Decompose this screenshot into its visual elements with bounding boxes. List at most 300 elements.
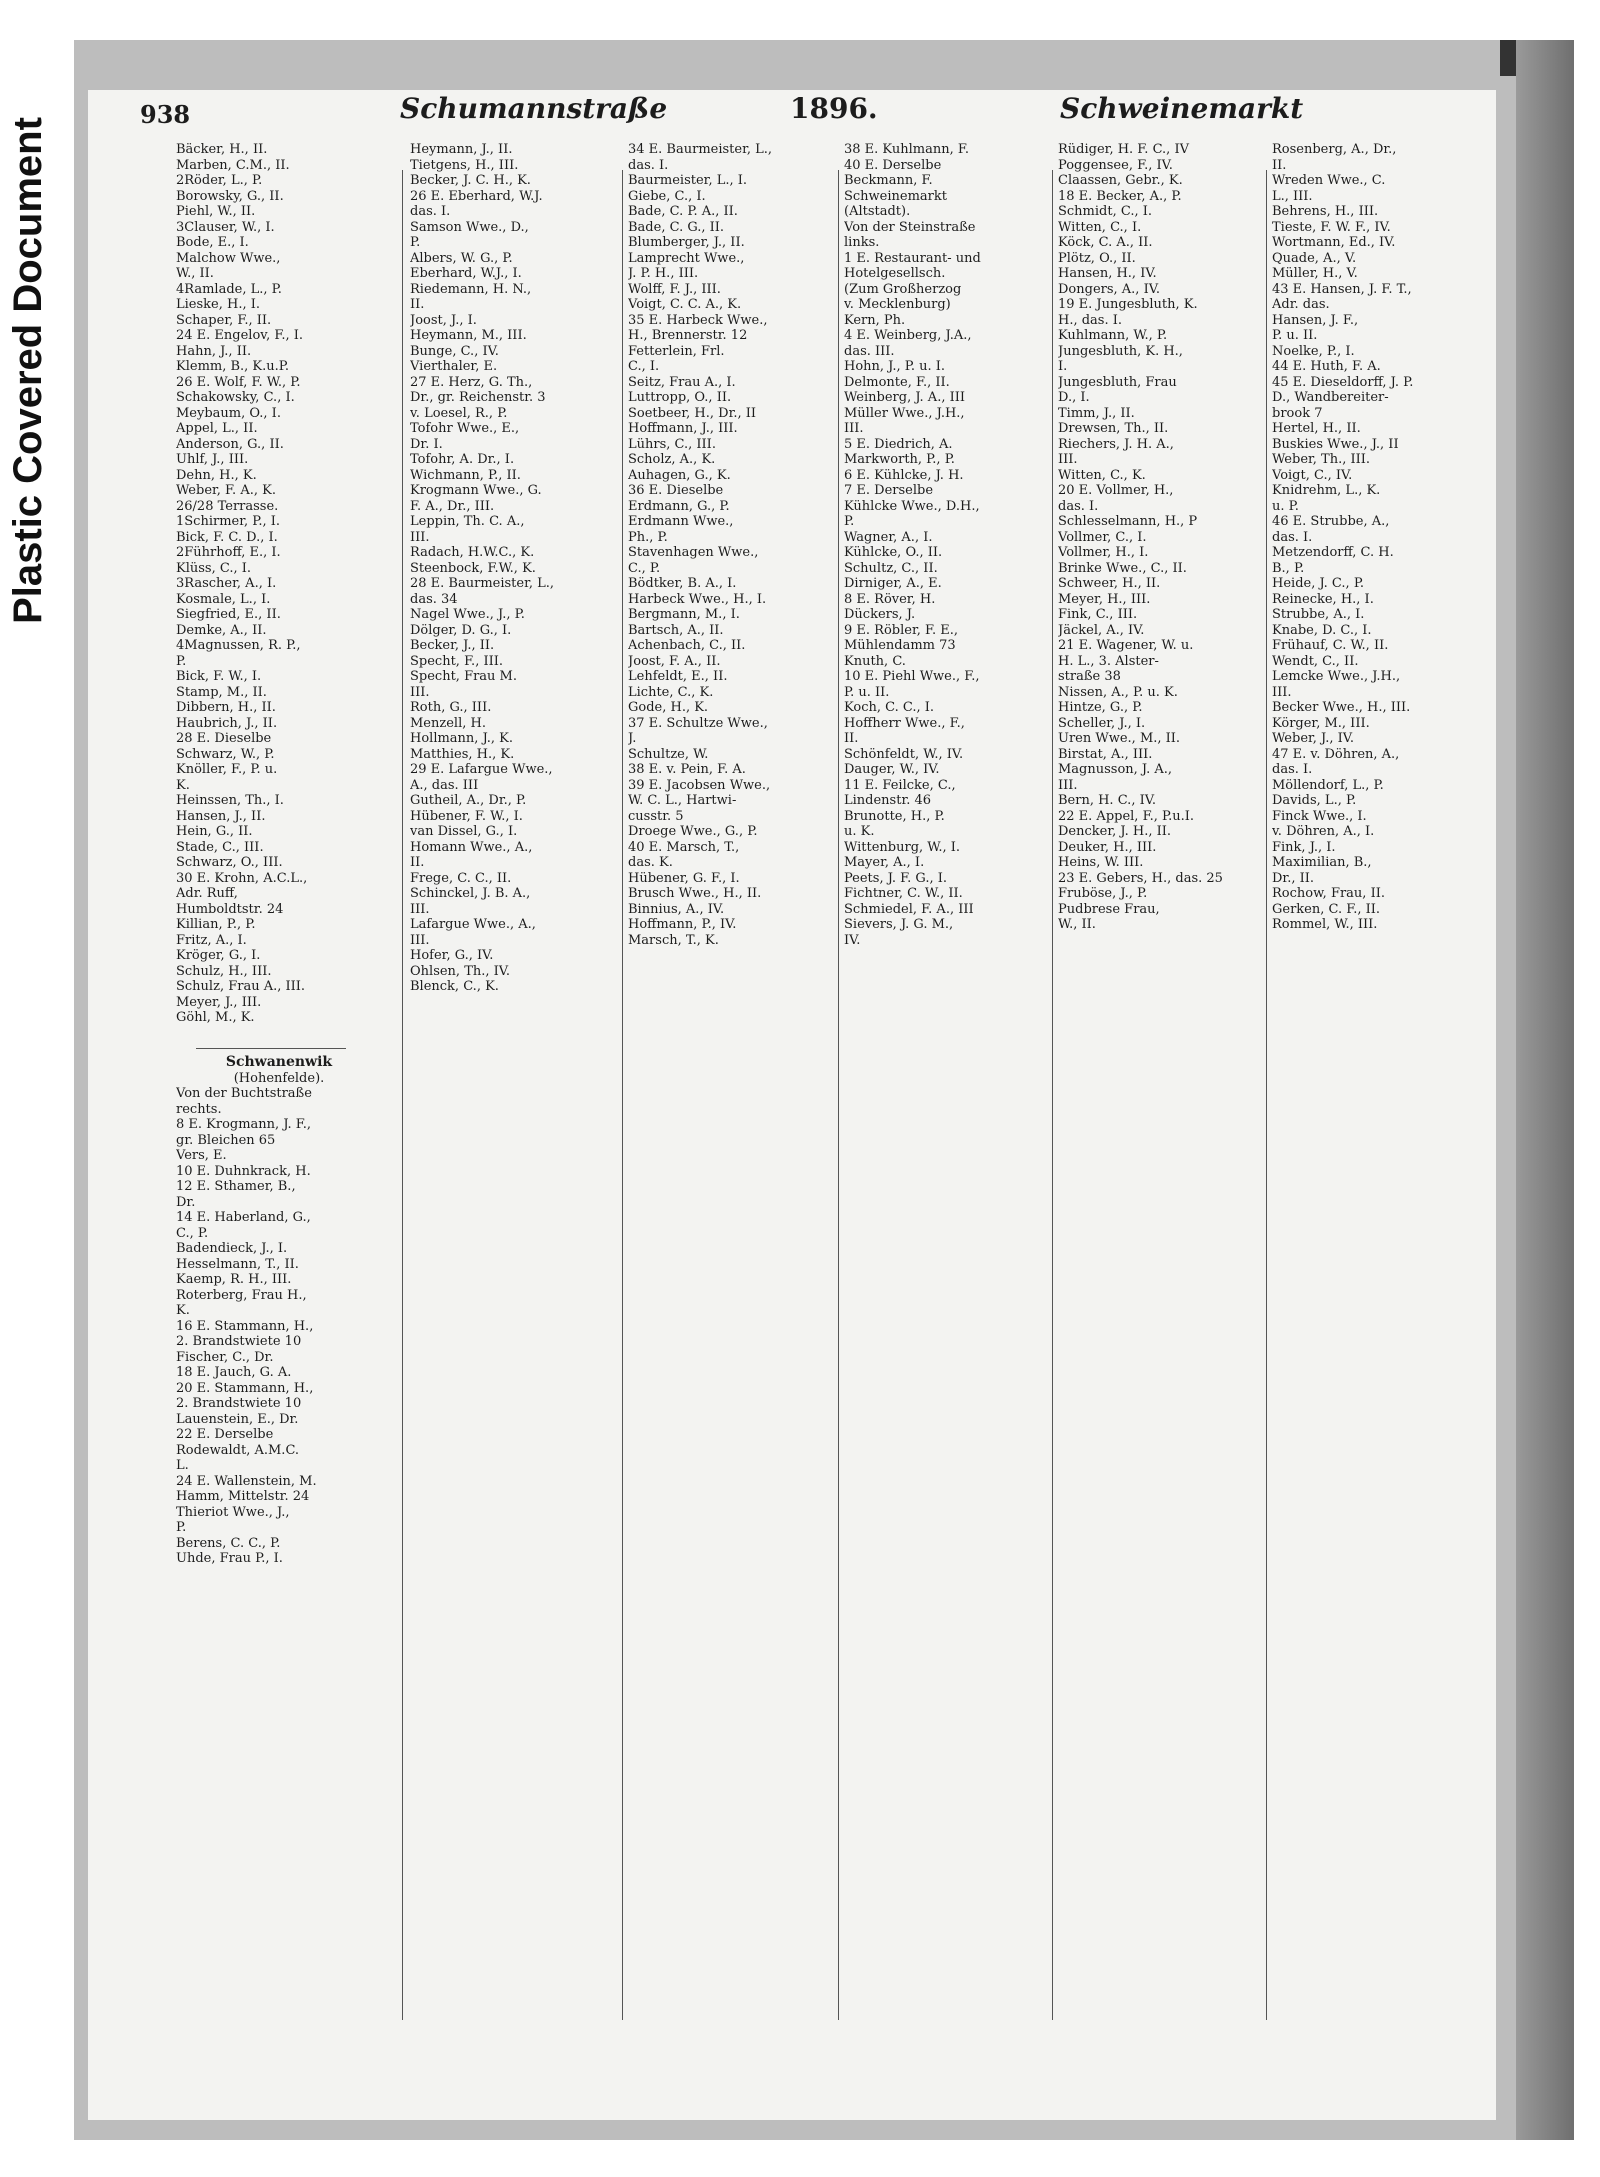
entry-line: 8 E. Röver, H. — [844, 591, 936, 607]
entry-line: Binnius, A., IV. — [628, 901, 725, 917]
entry-line: Menzell, H. — [410, 715, 486, 731]
entry-line: Adr. das. — [1272, 297, 1330, 312]
entry-line: Dr., II. — [1272, 870, 1315, 886]
entry-line: Brunotte, H., P. — [844, 808, 945, 824]
entry-line: Dibbern, H., II. — [176, 700, 276, 715]
entry-line: 30 E. Krohn, A.C.L., — [176, 870, 308, 886]
entry-line: Meybaum, O., I. — [176, 405, 281, 421]
entry-line: Hoffmann, J., III. — [628, 421, 738, 436]
entry-line: Hansen, J., II. — [176, 808, 266, 824]
entry-line: Lemcke Wwe., J.H., — [1272, 669, 1401, 684]
entry-line: Lindenstr. 46 — [844, 793, 932, 808]
entry-line: III. — [1058, 452, 1078, 467]
entry-line: Kaemp, R. H., III. — [176, 1272, 292, 1287]
entry-line: 28 E. Dieselbe — [176, 731, 272, 746]
entry-line: Voigt, C., IV. — [1272, 467, 1353, 483]
entry-line: Dehn, H., K. — [176, 467, 257, 483]
entry-line: Piehl, W., II. — [176, 204, 256, 219]
entry-line: Kuhlmann, W., P. — [1058, 328, 1168, 343]
entry-line: Schakowsky, C., I. — [176, 390, 295, 405]
column-6 — [1272, 142, 1478, 933]
entry-line: Adr. Ruff, — [176, 886, 238, 901]
entry-line: das. K. — [628, 855, 673, 870]
column-1-lower — [176, 1040, 382, 2040]
entry-line: Hotelgesellsch. — [844, 266, 946, 281]
entry-line: 20 E. Vollmer, H., — [1058, 483, 1174, 498]
entry-line: Wolff, F. J., III. — [628, 281, 721, 297]
entry-line: Radach, H.W.C., K. — [410, 545, 535, 560]
entry-line: Hertel, H., II. — [1272, 421, 1361, 436]
entry-line: u. P. — [1272, 498, 1299, 514]
column-5 — [1058, 142, 1264, 933]
section-subheading: (Hohenfelde). — [233, 1070, 325, 1086]
entry-line: II. — [844, 731, 859, 746]
entry-line: H. L., 3. Alster- — [1058, 653, 1159, 669]
entry-line: Tieste, F. W. F., IV. — [1272, 219, 1391, 235]
column-rule — [1266, 170, 1267, 2020]
entry-line: B., P. — [1272, 560, 1305, 576]
entry-line: Knuth, C. — [844, 653, 906, 669]
entry-line: das. I. — [1272, 529, 1313, 545]
entry-line: III. — [1058, 777, 1078, 793]
entry-line: Noelke, P., I. — [1272, 343, 1355, 359]
entry-line: Kühlcke Wwe., D.H., — [844, 498, 980, 514]
entry-line: Stamp, M., II. — [176, 684, 267, 700]
entry-line: 18 E. Becker, A., P. — [1058, 188, 1182, 204]
entry-line: Schmidt, C., I. — [1058, 204, 1153, 219]
entry-line: 43 E. Hansen, J. F. T., — [1272, 281, 1412, 297]
entry-line: Dauger, W., IV. — [844, 762, 940, 777]
entry-line: Wagner, A., I. — [844, 529, 933, 545]
entry-line: Kern, Ph. — [844, 312, 906, 328]
entry-line: Wittenburg, W., I. — [844, 839, 961, 855]
entry-line: Dr. — [176, 1194, 196, 1210]
column-4 — [844, 142, 1050, 948]
entry-line: P. u. II. — [844, 684, 890, 700]
entry-line: D., I. — [1058, 390, 1090, 405]
entry-line: Leppin, Th. C. A., — [410, 514, 525, 529]
entry-line: 4 E. Weinberg, J.A., — [844, 328, 972, 343]
entry-line: L., III. — [1272, 188, 1313, 204]
entry-line: Stade, C., III. — [176, 839, 264, 855]
entry-line: Birstat, A., III. — [1058, 746, 1153, 762]
entry-line: das. I. — [1272, 762, 1313, 777]
entry-line: Metzendorff, C. H. — [1272, 545, 1394, 560]
entry-line: 45 E. Dieseldorff, J. P. — [1272, 374, 1414, 390]
entry-line: W., II. — [1058, 917, 1096, 932]
entry-line: Ph., P. — [628, 529, 668, 545]
entry-line: Buskies Wwe., J., II — [1272, 436, 1399, 452]
entry-line: Becker, J. C. H., K. — [410, 173, 531, 188]
entry-line: Knidrehm, L., K. — [1272, 483, 1381, 498]
entry-line: C., P. — [176, 1225, 209, 1241]
entry-line: 2. Brandstwiete 10 — [176, 1334, 302, 1349]
entry-line: Heymann, J., II. — [410, 142, 513, 157]
entry-line: 20 E. Stammann, H., — [176, 1380, 314, 1396]
entry-line: Heinssen, Th., I. — [176, 793, 284, 808]
entry-line: Lamprecht Wwe., — [628, 250, 745, 266]
entry-line: Dencker, J. H., II. — [1058, 824, 1171, 839]
entry-line: Kühlcke, O., II. — [844, 545, 943, 560]
entry-line: Hübener, G. F., I. — [628, 870, 740, 886]
entry-line: van Dissel, G., I. — [410, 824, 518, 839]
entry-line: Markworth, P., P. — [844, 452, 955, 467]
entry-line: 19 E. Jungesbluth, K. — [1058, 297, 1198, 312]
entry-line: Wortmann, Ed., IV. — [1272, 235, 1396, 250]
entry-line: Frühauf, C. W., II. — [1272, 638, 1389, 653]
entry-line: Hoffmann, P., IV. — [628, 917, 737, 932]
entry-line: Tofohr, A. Dr., I. — [410, 452, 515, 467]
entry-line: H., das. I. — [1058, 312, 1123, 328]
entry-line: 1Schirmer, P., I. — [176, 514, 281, 529]
entry-line: Mühlendamm 73 — [844, 638, 956, 653]
entry-line: Specht, Frau M. — [410, 669, 517, 684]
street-title-right: Schweinemarkt — [1060, 92, 1304, 125]
entry-line: Lieske, H., I. — [176, 297, 260, 312]
entry-line: 24 E. Engelov, F., I. — [176, 328, 304, 343]
entry-line: Poggensee, F., IV. — [1058, 157, 1173, 173]
entry-line: Scheller, J., I. — [1058, 715, 1146, 731]
entry-line: Lührs, C., III. — [628, 436, 716, 452]
entry-line: Heins, W. III. — [1058, 855, 1144, 870]
entry-line: 47 E. v. Döhren, A., — [1272, 746, 1400, 762]
entry-line: Scholz, A., K. — [628, 452, 716, 467]
entry-line: v. Mecklenburg) — [844, 297, 951, 312]
entry-line: Giebe, C., I. — [628, 188, 706, 204]
entry-line: Heymann, M., III. — [410, 328, 527, 343]
entry-line: Fink, J., I. — [1272, 839, 1336, 855]
entry-line: Killian, P., P. — [176, 917, 256, 932]
entry-line: gr. Bleichen 65 — [176, 1132, 276, 1148]
entry-line: Vers, E. — [176, 1148, 227, 1163]
section-lines — [176, 1086, 382, 1567]
entry-line: Knöller, F., P. u. — [176, 762, 278, 777]
column-rule — [838, 170, 839, 2020]
entry-line: H., Brennerstr. 12 — [628, 328, 748, 343]
entry-line: C., I. — [628, 359, 660, 374]
entry-line: Achenbach, C., II. — [628, 638, 746, 653]
entry-line: Hintze, G., P. — [1058, 700, 1143, 715]
entry-line: Schönfeldt, W., IV. — [844, 746, 964, 762]
entry-line: Weber, Th., III. — [1272, 452, 1371, 467]
entry-line: Homann Wwe., A., — [410, 839, 533, 855]
entry-line: Dr. I. — [410, 436, 443, 452]
entry-line: Klüss, C., I. — [176, 560, 251, 576]
entry-line: Blenck, C., K. — [410, 979, 499, 994]
entry-line: 3Rascher, A., I. — [176, 576, 277, 591]
entry-line: 28 E. Baurmeister, L., — [410, 576, 555, 591]
entry-line: Joost, J., I. — [410, 312, 477, 328]
entry-line: Claassen, Gebr., K. — [1058, 173, 1183, 188]
entry-line: 22 E. Appel, F., P.u.I. — [1058, 808, 1194, 824]
entry-line: IV. — [844, 932, 861, 948]
entry-line: K. — [176, 777, 190, 793]
entry-line: Schultze, W. — [628, 746, 709, 762]
entry-line: Lehfeldt, E., II. — [628, 669, 728, 684]
entry-line: P. — [410, 235, 421, 250]
entry-line: Hahn, J., II. — [176, 343, 252, 359]
entry-line: Kosmale, L., I. — [176, 591, 271, 607]
entry-line: P. — [176, 653, 187, 669]
entry-line: Gerken, C. F., II. — [1272, 901, 1381, 917]
entry-line: 23 E. Gebers, H., das. 25 — [1058, 870, 1223, 886]
entry-line: 26 E. Wolf, F. W., P. — [176, 374, 301, 390]
entry-line: Krogmann Wwe., G. — [410, 483, 542, 498]
entry-line: v. Loesel, R., P. — [410, 405, 508, 421]
entry-line: Heide, J. C., P. — [1272, 576, 1365, 591]
entry-line: 40 E. Marsch, T., — [628, 839, 740, 855]
entry-line: Rosenberg, A., Dr., — [1272, 142, 1397, 157]
entry-line: Malchow Wwe., — [176, 250, 281, 266]
entry-line: 2Führhoff, E., I. — [176, 545, 281, 560]
entry-line: 21 E. Wagener, W. u. — [1058, 638, 1194, 653]
entry-line: 1 E. Restaurant- und — [844, 250, 981, 266]
entry-line: 14 E. Haberland, G., — [176, 1210, 311, 1225]
entry-line: Brinke Wwe., C., II. — [1058, 560, 1187, 576]
entry-line: 6 E. Kühlcke, J. H. — [844, 467, 964, 483]
entry-line: Joost, F. A., II. — [628, 653, 721, 669]
entry-line: Witten, C., K. — [1058, 467, 1146, 483]
entry-line: Vollmer, C., I. — [1058, 529, 1147, 545]
entry-line: Hohn, J., P. u. I. — [844, 359, 946, 374]
entry-line: Specht, F., III. — [410, 653, 503, 669]
entry-line: Tietgens, H., III. — [410, 157, 519, 173]
entry-line: v. Döhren, A., I. — [1272, 824, 1375, 839]
entry-line: Davids, L., P. — [1272, 793, 1357, 808]
entry-line: III. — [410, 684, 430, 700]
entry-line: Humboldtstr. 24 — [176, 901, 284, 917]
entry-line: Schulz, Frau A., III. — [176, 979, 306, 994]
entry-line: Riechers, J. H. A., — [1058, 436, 1174, 452]
entry-line: D., Wandbereiter- — [1272, 390, 1389, 405]
entry-line: Weber, J., IV. — [1272, 731, 1355, 746]
entry-line: 46 E. Strubbe, A., — [1272, 514, 1390, 529]
entry-line: Schmiedel, F. A., III — [844, 901, 974, 917]
entry-line: Wendt, C., II. — [1272, 653, 1359, 669]
entry-line: P. — [176, 1520, 187, 1535]
entry-line: II. — [410, 297, 425, 312]
entry-line: Bade, C. G., II. — [628, 219, 725, 235]
entry-line: Stavenhagen Wwe., — [628, 545, 759, 560]
entry-line: 4Magnussen, R. P., — [176, 638, 301, 653]
entry-line: Rüdiger, H. F. C., IV — [1058, 142, 1189, 157]
entry-line: P. u. II. — [1272, 328, 1318, 343]
column-1 — [176, 142, 382, 1026]
entry-line: Fichtner, C. W., II. — [844, 886, 963, 901]
entry-line: Siegfried, E., II. — [176, 607, 281, 622]
entry-line: Lafargue Wwe., A., — [410, 917, 536, 932]
entry-line: Nissen, A., P. u. K. — [1058, 684, 1178, 700]
entry-line: 38 E. v. Pein, F. A. — [628, 762, 746, 777]
entry-line: 44 E. Huth, F. A. — [1272, 359, 1381, 374]
entry-line: u. K. — [844, 824, 875, 839]
entry-line: Quade, A., V. — [1272, 250, 1357, 266]
entry-line: Harbeck Wwe., H., I. — [628, 591, 767, 607]
entry-line: Klemm, B., K.u.P. — [176, 359, 290, 374]
entry-line: straße 38 — [1058, 669, 1121, 684]
entry-line: Maximilian, B., — [1272, 855, 1372, 870]
entry-line: Riedemann, H. N., — [410, 281, 532, 297]
entry-line: Albers, W. G., P. — [410, 250, 513, 266]
entry-line: 5 E. Diedrich, A. — [844, 436, 953, 452]
entry-line: das. 34 — [410, 591, 458, 607]
entry-line: Weber, F. A., K. — [176, 483, 276, 498]
entry-line: Pudbrese Frau, — [1058, 901, 1160, 917]
entry-line: Hamm, Mittelstr. 24 — [176, 1489, 310, 1504]
entry-line: Marsch, T., K. — [628, 932, 719, 948]
entry-line: III. — [410, 529, 430, 545]
entry-line: Vierthaler, E. — [410, 359, 498, 374]
entry-line: 37 E. Schultze Wwe., — [628, 715, 768, 731]
entry-line: Erdmann, G., P. — [628, 498, 730, 514]
column-rule — [1052, 170, 1053, 2020]
entry-line: Demke, A., II. — [176, 622, 267, 638]
entry-line: Becker Wwe., H., III. — [1272, 700, 1411, 715]
entry-line: Berens, C. C., P. — [176, 1535, 281, 1551]
entry-line: III. — [1272, 684, 1292, 700]
entry-line: J. — [628, 731, 637, 746]
entry-line: 9 E. Röbler, F. E., — [844, 622, 959, 638]
entry-line: Meyer, H., III. — [1058, 591, 1151, 607]
entry-line: 7 E. Derselbe — [844, 483, 934, 498]
entry-line: W. C. L., Hartwi- — [628, 793, 737, 808]
entry-line: Von der Steinstraße — [844, 219, 976, 235]
entry-line: Droege Wwe., G., P. — [628, 824, 758, 839]
section-heading: Schwanenwik — [225, 1054, 333, 1070]
entry-line: Schaper, F., II. — [176, 312, 272, 328]
entry-line: (Altstadt). — [844, 204, 911, 219]
entry-line: Müller, H., V. — [1272, 266, 1358, 281]
entry-line: Körger, M., III. — [1272, 715, 1370, 731]
entry-line: 12 E. Sthamer, B., — [176, 1179, 296, 1194]
entry-line: Deuker, H., III. — [1058, 839, 1157, 855]
year-label: 1896. — [790, 92, 878, 125]
entry-line: Finck Wwe., I. — [1272, 808, 1367, 824]
entry-line: Lichte, C., K. — [628, 684, 714, 700]
column-2 — [410, 142, 616, 995]
entry-line: P. — [844, 514, 855, 529]
entry-line: 2. Brandstwiete 10 — [176, 1396, 302, 1411]
entry-line: Ohlsen, Th., IV. — [410, 963, 511, 979]
entry-line: Schweer, H., II. — [1058, 576, 1161, 591]
entry-line: Koch, C. C., I. — [844, 700, 935, 715]
entry-line: Behrens, H., III. — [1272, 204, 1379, 219]
entry-line: Haubrich, J., II. — [176, 715, 278, 731]
entry-line: Soetbeer, H., Dr., II — [628, 405, 757, 421]
entry-line: Plötz, O., II. — [1058, 250, 1136, 266]
entry-line: Schweinemarkt — [844, 188, 947, 204]
entry-line: das. I. — [410, 204, 451, 219]
entry-line: Bern, H. C., IV. — [1058, 793, 1156, 808]
entry-line: 40 E. Derselbe — [844, 157, 942, 173]
entry-line: (Zum Großherzog — [844, 281, 962, 297]
column-rule — [402, 170, 403, 2020]
entry-line: Gutheil, A., Dr., P. — [410, 793, 527, 808]
entry-line: J. P. H., III. — [628, 266, 699, 281]
entry-line: Reinecke, H., I. — [1272, 591, 1374, 607]
entry-line: Hübener, F. W., I. — [410, 808, 523, 824]
entry-line: das. I. — [1058, 498, 1099, 514]
entry-line: Von der Buchtstraße — [176, 1086, 312, 1101]
entry-line: III. — [410, 901, 430, 917]
entry-line: Fetterlein, Frl. — [628, 343, 725, 359]
entry-line: Müller Wwe., J.H., — [844, 405, 965, 421]
entry-line: II. — [1272, 157, 1287, 173]
entry-line: 35 E. Harbeck Wwe., — [628, 312, 768, 328]
entry-line: Hansen, J. F., — [1272, 312, 1359, 328]
column-3 — [628, 142, 834, 948]
entry-line: Gode, H., K. — [628, 700, 709, 715]
entry-line: W., II. — [176, 266, 214, 281]
entry-line: Jungesbluth, Frau — [1058, 374, 1177, 390]
entry-line: Möllendorf, L., P. — [1272, 777, 1384, 793]
entry-line: Dongers, A., IV. — [1058, 281, 1160, 297]
entry-line: Becker, J., II. — [410, 638, 495, 653]
entry-line: L. — [176, 1458, 189, 1473]
entry-line: 4Ramlade, L., P. — [176, 281, 282, 297]
entry-line: 8 E. Krogmann, J. F., — [176, 1117, 312, 1132]
entry-line: Blumberger, J., II. — [628, 235, 745, 250]
entry-line: Hoffherr Wwe., F., — [844, 715, 965, 731]
entry-line: Schultz, C., II. — [844, 560, 938, 576]
entry-line: 26/28 Terrasse. — [176, 498, 279, 514]
entry-line: Bode, E., I. — [176, 235, 249, 250]
entry-line: Bick, F. W., I. — [176, 669, 262, 684]
entry-line: cusstr. 5 — [628, 808, 684, 824]
entry-line: Jäckel, A., IV. — [1058, 622, 1145, 638]
entry-line: Borowsky, G., II. — [176, 188, 284, 204]
entry-line: brook 7 — [1272, 405, 1323, 421]
entry-line: 22 E. Derselbe — [176, 1427, 274, 1442]
entry-line: Jungesbluth, K. H., — [1058, 343, 1183, 359]
entry-line: Rochow, Frau, II. — [1272, 886, 1385, 901]
entry-line: I. — [1058, 359, 1068, 374]
entry-line: III. — [844, 421, 864, 436]
entry-line: A., das. III — [410, 777, 479, 793]
entry-line: Vollmer, H., I. — [1058, 545, 1149, 560]
entry-line: Uhde, Frau P., I. — [176, 1551, 283, 1566]
entry-line: Sievers, J. G. M., — [844, 917, 954, 932]
entry-line: K. — [176, 1303, 190, 1318]
entry-line: Schlesselmann, H., P — [1058, 514, 1198, 529]
side-label-text: Plastic Covered Document — [5, 116, 50, 624]
entry-line: Voigt, C. C. A., K. — [628, 297, 742, 312]
page-header — [140, 92, 1304, 144]
entry-line: Wichmann, P., II. — [410, 467, 521, 483]
entry-line: Marben, C.M., II. — [176, 157, 290, 173]
entry-line: 27 E. Herz, G. Th., — [410, 374, 533, 390]
entry-line: Schwarz, W., P. — [176, 746, 275, 762]
entry-line: Uren Wwe., M., II. — [1058, 731, 1181, 746]
entry-line: C., P. — [628, 560, 661, 576]
entry-line: Thieriot Wwe., J., — [176, 1504, 290, 1520]
street-title-left: Schumannstraße — [400, 92, 668, 125]
entry-line: Lauenstein, E., Dr. — [176, 1411, 299, 1427]
entry-line: Weinberg, J. A., III — [844, 390, 965, 405]
entry-line: 3Clauser, W., I. — [176, 219, 275, 235]
entry-line: Hesselmann, T., II. — [176, 1256, 299, 1272]
entry-line: III. — [410, 932, 430, 948]
entry-line: Dr., gr. Reichenstr. 3 — [410, 390, 546, 405]
entry-line: Appel, L., II. — [176, 421, 258, 436]
entry-line: 2Röder, L., P. — [176, 173, 263, 188]
entry-line: Strubbe, A., I. — [1272, 607, 1365, 622]
entry-line: Magnusson, J. A., — [1058, 762, 1173, 777]
entry-line: Frege, C. C., II. — [410, 870, 512, 886]
entry-line: Roth, G., III. — [410, 700, 492, 715]
entry-line: Nagel Wwe., J., P. — [410, 607, 525, 622]
entry-line: Schulz, H., III. — [176, 963, 272, 979]
